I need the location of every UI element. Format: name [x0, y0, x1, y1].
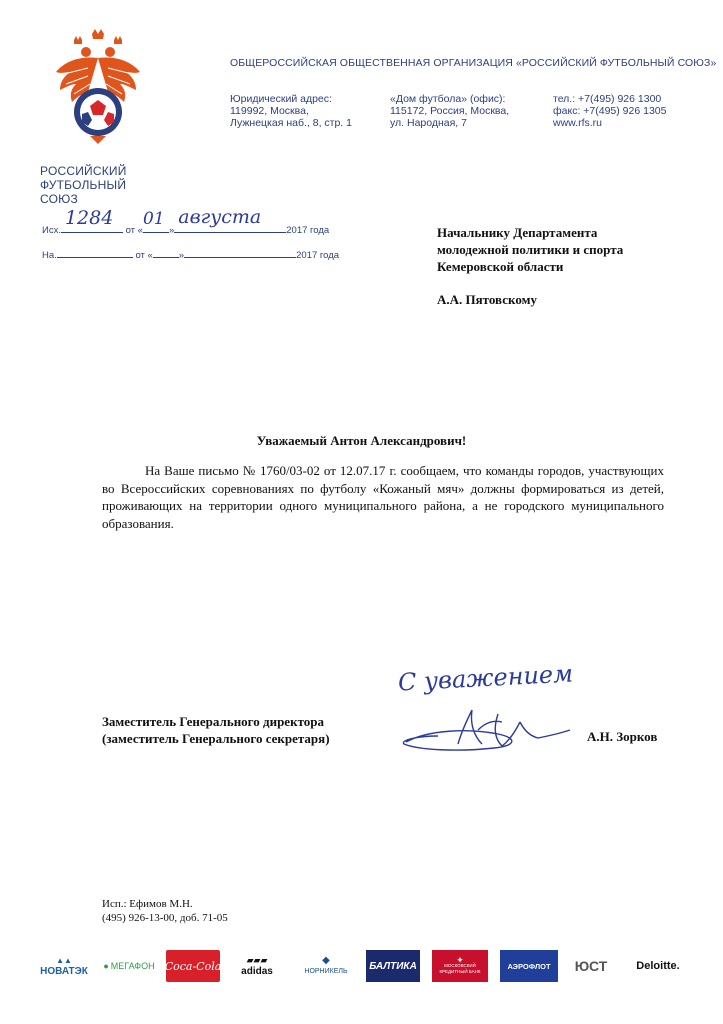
recipient-block: Начальнику Департамента молодежной политики и спорта Кемеровской области [437, 225, 624, 274]
sponsor-deloitte-logo: Deloitte. [636, 960, 680, 972]
legal-address: Юридический адрес: 119992, Москва, Лужнецкая наб., 8, стр. 1 [230, 93, 352, 129]
addressee-name: А.А. Пятовскому [437, 292, 537, 307]
org-title: ОБЩЕРОССИЙСКАЯ ОБЩЕСТВЕННАЯ ОРГАНИЗАЦИЯ «РОССИЙСКИЙ ФУТБОЛЬНЫЙ СОЮЗ» [230, 57, 717, 69]
sponsor-baltika-logo: БАЛТИКА [366, 950, 420, 982]
handwritten-note: С уважением [397, 659, 574, 697]
outgoing-month: августа [178, 206, 262, 228]
incoming-ref: На. от « » 2017 года [42, 247, 339, 261]
outgoing-day: 01 [142, 209, 165, 229]
signature-scribble-icon [398, 700, 578, 762]
brand-name: РОССИЙСКИЙ ФУТБОЛЬНЫЙ СОЮЗ [40, 164, 127, 206]
sponsor-adidas-logo: ▰▰▰ adidas [241, 955, 273, 977]
contacts: тел.: +7(495) 926 1300 факс: +7(495) 926 1305 www.rfs.ru [553, 93, 667, 129]
executor-info: Исп.: Ефимов М.Н. (495) 926-13-00, доб. 71-05 [102, 898, 228, 924]
sponsor-nornickel-logo: ◆ НОРНИКЕЛЬ [304, 955, 348, 975]
sponsor-yust-logo: ЮСТ [574, 958, 608, 974]
rfs-emblem-icon [52, 28, 152, 146]
sponsor-coca-cola-logo: Coca-Cola [166, 950, 220, 982]
signatory-name: А.Н. Зорков [587, 729, 658, 744]
sponsor-megafon-logo: ● МЕГАФОН [103, 961, 155, 971]
sponsor-mkb-logo: ✦ МОСКОВСКИЙ КРЕДИТНЫЙ БАНК [432, 950, 488, 982]
sponsor-aeroflot-logo: АЭРОФЛОТ [500, 950, 558, 982]
outgoing-number: 1284 [64, 207, 114, 229]
signatory-position: Заместитель Генерального директора (заместитель Генерального секретаря) [102, 714, 330, 746]
outgoing-ref: Исх. 1284 от « 01 » августа 2017 года [42, 206, 330, 236]
sponsor-novatek-logo: ▲▲ НОВАТЭК [40, 956, 88, 977]
greeting: Уважаемый Антон Александрович! [256, 433, 467, 448]
office-address: «Дом футбола» (офис): 115172, Россия, Москва, ул. Народная, 7 [390, 93, 510, 129]
letter-body: На Ваше письмо № 1760/03-02 от 12.07.17 г. сообщаем, что команды городов, участвующих во Всероссийских соревнованиях по футболу «Кожаный мяч» должны формироваться из детей, проживающих на территории одного муниципального района, а не городского муниципального образования. [102, 463, 664, 531]
